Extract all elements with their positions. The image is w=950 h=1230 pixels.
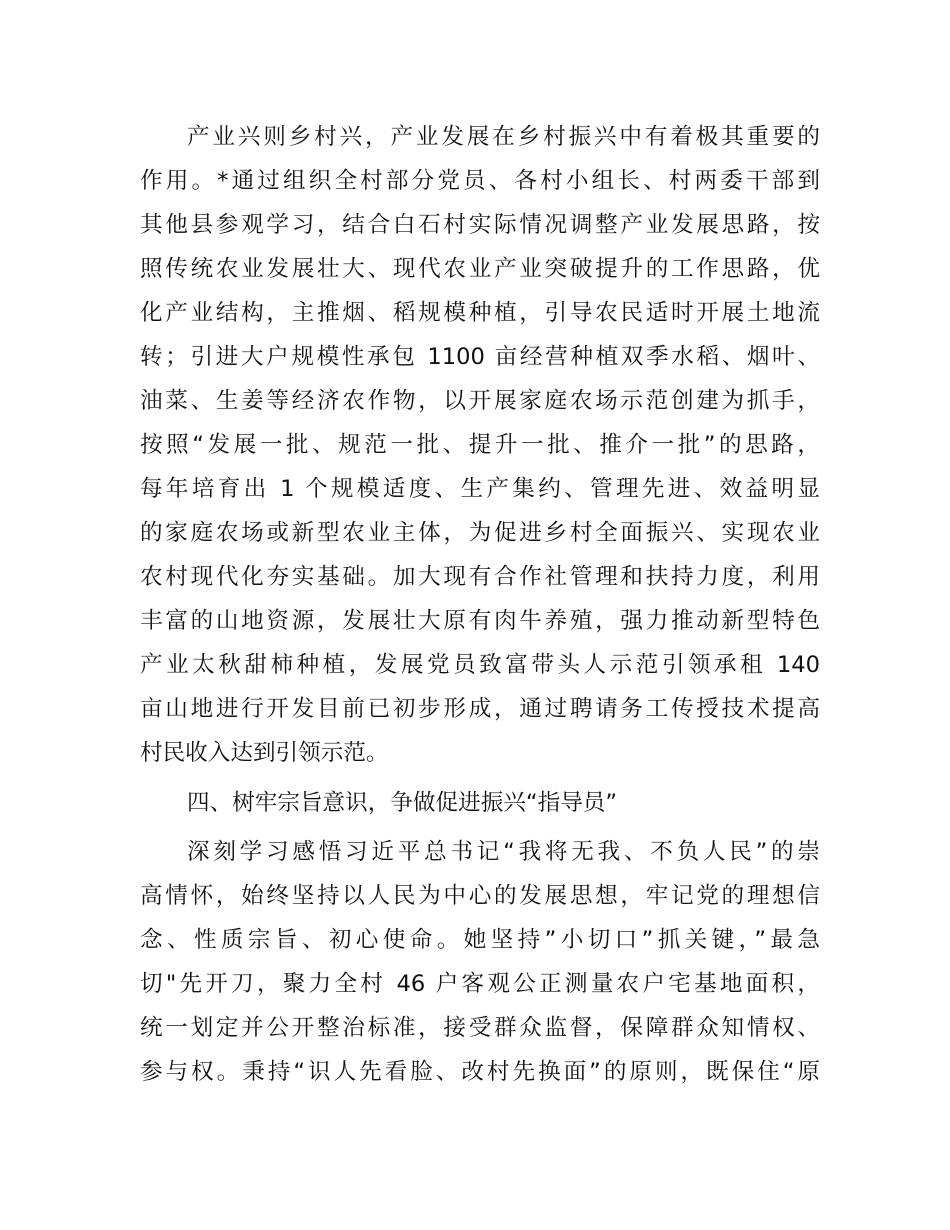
- paragraph-1-line-13: 产业太秋甜柿种植，发展党员致富带头人示范引领承租 140: [140, 652, 820, 678]
- paragraph-1-line-2: 作用。*通过组织全村部分党员、各村小组长、村两委干部到: [140, 168, 820, 194]
- paragraph-1-line-14: 亩山地进行开发目前已初步形成，通过聘请务工传授技术提高: [140, 696, 820, 722]
- paragraph-1-line-7: 油菜、生姜等经济农作物，以开展家庭农场示范创建为抓手，: [140, 388, 820, 414]
- paragraph-3-line-2: 高情怀，始终坚持以人民为中心的发展思想，牢记党的理想信: [140, 883, 820, 909]
- paragraph-1-line-5: 化产业结构，主推烟、稻规模种植，引导农民适时开展土地流: [140, 300, 820, 326]
- paragraph-1-line-10: 的家庭农场或新型农业主体，为促进乡村全面振兴、实现农业: [140, 520, 820, 546]
- paragraph-3-line-6: 参与权。秉持“识人先看脸、改村先换面”的原则，既保住“原: [140, 1059, 820, 1085]
- paragraph-1-line-3: 其他县参观学习，结合白石村实际情况调整产业发展思路，按: [140, 212, 820, 238]
- paragraph-1-line-6: 转；引进大户规模性承包 1100 亩经营种植双季水稻、烟叶、: [140, 344, 820, 370]
- paragraph-1-line-11: 农村现代化夯实基础。加大现有合作社管理和扶持力度，利用: [140, 564, 820, 590]
- paragraph-1-line-15: 村民收入达到引领示范。: [140, 740, 389, 766]
- paragraph-1-line-9: 每年培育出 1 个规模适度、生产集约、管理先进、效益明显: [140, 476, 820, 502]
- paragraph-1-line-8: 按照“发展一批、规范一批、提升一批、推介一批”的思路，: [140, 432, 820, 458]
- paragraph-3-line-3: 念、性质宗旨、初心使命。她坚持”小切口”抓关键，”最急: [140, 927, 820, 953]
- paragraph-1-line-12: 丰富的山地资源，发展壮大原有肉牛养殖，强力推动新型特色: [140, 608, 820, 634]
- paragraph-3-line-5: 统一划定并公开整治标准，接受群众监督，保障群众知情权、: [140, 1015, 820, 1041]
- paragraph-3-line-4: 切"先开刀，聚力全村 46 户客观公正测量农户宅基地面积，: [140, 971, 820, 997]
- paragraph-3-line-1: 深刻学习感悟习近平总书记“我将无我、不负人民”的崇: [187, 839, 820, 865]
- paragraph-1-line-1: 产业兴则乡村兴，产业发展在乡村振兴中有着极其重要的: [187, 124, 820, 150]
- paragraph-1-line-4: 照传统农业发展壮大、现代农业产业突破提升的工作思路，优: [140, 256, 820, 282]
- section-heading: 四、树牢宗旨意识，争做促进振兴“指导员”: [187, 790, 618, 816]
